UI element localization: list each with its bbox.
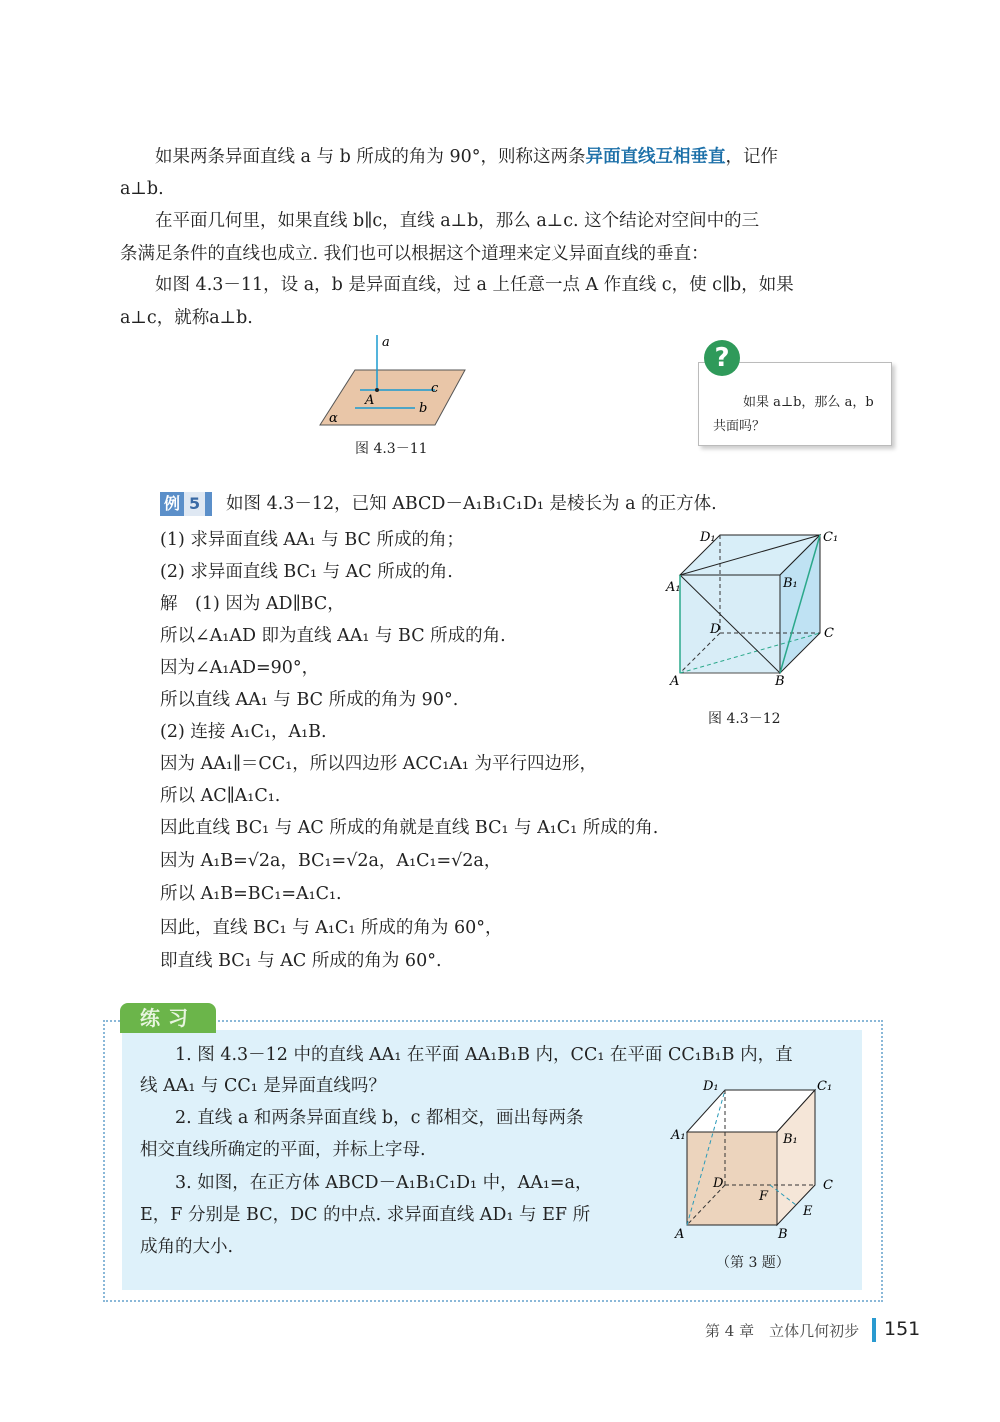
page-number: 151 bbox=[884, 1318, 921, 1340]
label-b: b bbox=[419, 401, 428, 416]
example-line: 因此直线 BC₁ 与 AC 所成的角就是直线 BC₁ 与 A₁C₁ 所成的角. bbox=[160, 818, 659, 838]
label-F: F bbox=[759, 1189, 769, 1204]
text: ，记作 bbox=[725, 147, 778, 167]
label-A1: A₁ bbox=[671, 1128, 686, 1143]
example-line: 因此，直线 BC₁ 与 A₁C₁ 所成的角为 60°， bbox=[160, 918, 503, 938]
figure-caption: （第 3 题） bbox=[716, 1255, 790, 1271]
paragraph-line: a⊥b. bbox=[120, 179, 164, 199]
question-text: 共面吗？ bbox=[713, 419, 766, 434]
chapter-label: 第 4 章 立体几何初步 bbox=[705, 1322, 860, 1340]
label-A: A bbox=[670, 674, 680, 689]
label-B: B bbox=[775, 674, 785, 689]
label-a: a bbox=[382, 335, 390, 350]
label-B1: B₁ bbox=[783, 576, 798, 591]
label-alpha: α bbox=[329, 411, 338, 426]
example-line: 所以 AC∥A₁C₁. bbox=[160, 786, 281, 806]
label-C1: C₁ bbox=[823, 530, 839, 545]
label-C: C bbox=[823, 1178, 833, 1193]
example-line: 解 (1) 因为 AD∥BC， bbox=[160, 594, 345, 614]
label-D1: D₁ bbox=[700, 530, 716, 545]
label-c: c bbox=[431, 381, 439, 396]
footer-divider bbox=[872, 1318, 876, 1342]
figure-caption: 图 4.3－12 bbox=[708, 711, 781, 727]
exercise-line: 线 AA₁ 与 CC₁ 是异面直线吗？ bbox=[140, 1076, 386, 1096]
paragraph-line: 在平面几何里，如果直线 b∥c，直线 a⊥b，那么 a⊥c. 这个结论对空间中的三 bbox=[120, 211, 760, 231]
question-text: 如果 a⊥b，那么 a，b bbox=[743, 395, 874, 410]
example-line: 即直线 BC₁ 与 AC 所成的角为 60°. bbox=[160, 951, 442, 971]
example-line: 所以直线 AA₁ 与 BC 所成的角为 90°. bbox=[160, 690, 459, 710]
exercise-cube-figure bbox=[665, 1075, 855, 1245]
badge-label: 例 bbox=[164, 494, 181, 513]
exercise-line: 成角的大小. bbox=[140, 1237, 234, 1257]
exercise-tab: 练习 bbox=[120, 1003, 216, 1033]
key-term: 异面直线互相垂直 bbox=[585, 147, 726, 167]
example-line: 因为 AA₁∥＝CC₁，所以四边形 ACC₁A₁ 为平行四边形， bbox=[160, 754, 597, 774]
label-D1: D₁ bbox=[703, 1079, 719, 1094]
figure-caption: 图 4.3－11 bbox=[355, 441, 428, 457]
text: 如果两条异面直线 a 与 b 所成的角为 90°，则称这两条 bbox=[120, 147, 586, 167]
example-line: 因为∠A₁AD=90°， bbox=[160, 658, 320, 678]
example-title: 如图 4.3－12，已知 ABCD－A₁B₁C₁D₁ 是棱长为 a 的正方体. bbox=[226, 494, 717, 514]
exercise-line: 1. 图 4.3－12 中的直线 AA₁ 在平面 AA₁B₁B 内，CC₁ 在平面 CC₁B₁B 内，直 bbox=[140, 1045, 793, 1065]
example-badge bbox=[160, 492, 212, 516]
label-B: B bbox=[778, 1227, 788, 1242]
label-A: A bbox=[365, 393, 375, 408]
label-D: D bbox=[710, 622, 721, 637]
label-A1: A₁ bbox=[666, 580, 681, 595]
label-B1: B₁ bbox=[783, 1132, 798, 1147]
paragraph-line bbox=[120, 146, 778, 168]
example-line: 所以 A₁B=BC₁=A₁C₁. bbox=[160, 884, 342, 904]
example-line: 所以∠A₁AD 即为直线 AA₁ 与 BC 所成的角. bbox=[160, 626, 506, 646]
exercise-line: 3. 如图，在正方体 ABCD－A₁B₁C₁D₁ 中，AA₁=a， bbox=[140, 1173, 593, 1193]
label-A: A bbox=[675, 1227, 685, 1242]
label-D: D bbox=[713, 1176, 724, 1191]
label-C1: C₁ bbox=[817, 1079, 833, 1094]
example-line: (2) 求异面直线 BC₁ 与 AC 所成的角. bbox=[160, 562, 453, 582]
exercise-line: 2. 直线 a 和两条异面直线 b，c 都相交，画出每两条 bbox=[140, 1108, 584, 1128]
paragraph-line: 条满足条件的直线也成立. 我们也可以根据这个道理来定义异面直线的垂直： bbox=[120, 244, 709, 264]
question-icon: ? bbox=[704, 340, 740, 376]
label-C: C bbox=[824, 626, 834, 641]
example-line: 因为 A₁B=√2a，BC₁=√2a，A₁C₁=√2a， bbox=[160, 851, 502, 871]
exercise-line: 相交直线所确定的平面，并标上字母. bbox=[140, 1140, 426, 1160]
paragraph-line: a⊥c，就称a⊥b. bbox=[120, 308, 253, 328]
exercise-line: E，F 分别是 BC，DC 的中点. 求异面直线 AD₁ 与 EF 所 bbox=[140, 1205, 591, 1225]
figure-4-3-11 bbox=[315, 330, 475, 430]
paragraph-line: 如图 4.3－11，设 a，b 是异面直线，过 a 上任意一点 A 作直线 c，使 c∥b，如果 bbox=[120, 275, 794, 295]
example-line: (1) 求异面直线 AA₁ 与 BC 所成的角； bbox=[160, 530, 464, 550]
example-line: (2) 连接 A₁C₁，A₁B. bbox=[160, 722, 327, 742]
figure-4-3-12-cube bbox=[660, 525, 850, 695]
label-E: E bbox=[803, 1204, 813, 1219]
badge-number: 5 bbox=[184, 492, 205, 516]
